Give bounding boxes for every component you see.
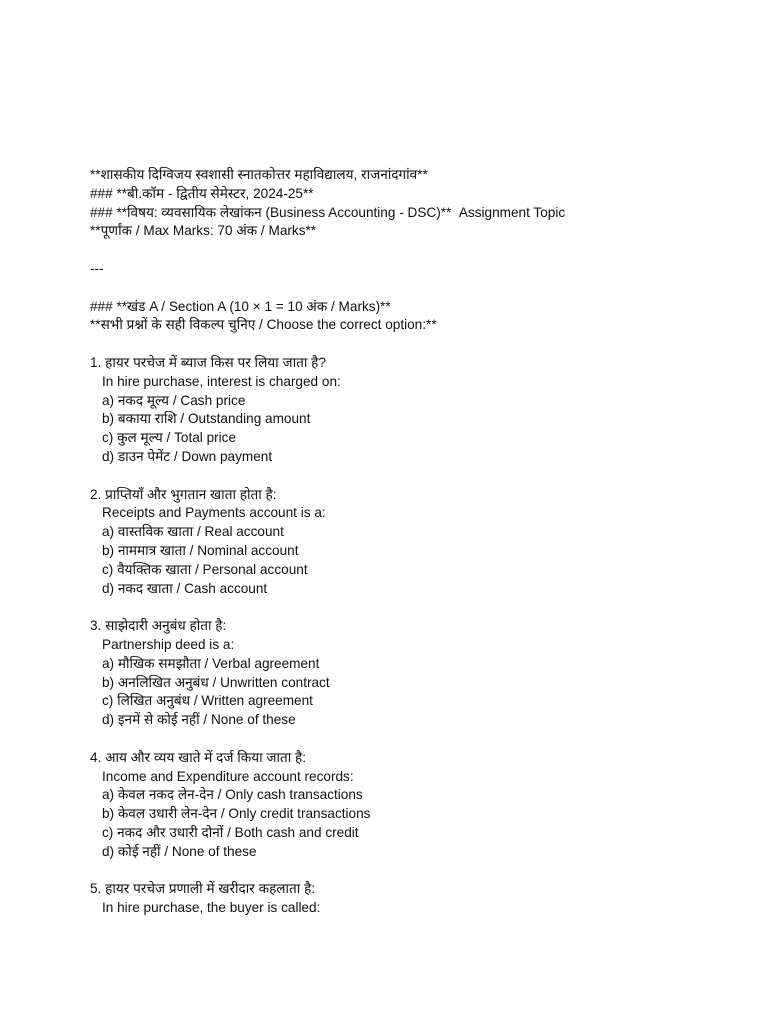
option-a: a) केवल नकद लेन-देन / Only cash transactions <box>102 787 363 803</box>
option-a: a) वास्तविक खाता / Real account <box>102 524 284 540</box>
question-hindi: 5. हायर परचेज प्रणाली में खरीदार कहलाता है: <box>90 881 316 897</box>
option-b: b) बकाया राशि / Outstanding amount <box>102 411 311 427</box>
section-title: ### **खंड A / Section A (10 × 1 = 10 अंक / Marks)** <box>90 298 391 314</box>
option-d: d) डाउन पेमेंट / Down payment <box>102 448 273 464</box>
question-hindi: 3. साझेदारी अनुबंध होता है: <box>90 618 227 634</box>
question-block <box>90 880 750 918</box>
option-b: b) अनलिखित अनुबंध / Unwritten contract <box>102 674 330 690</box>
document-page <box>90 166 750 918</box>
question-block <box>90 486 750 599</box>
option-a: a) मौखिक समझौता / Verbal agreement <box>102 655 320 671</box>
option-b: b) केवल उधारी लेन-देन / Only credit transactions <box>102 806 371 822</box>
spacer <box>90 279 750 298</box>
question-hindi: 2. प्राप्तियाँ और भुगतान खाता होता है: <box>90 486 277 502</box>
option-c: c) कुल मूल्य / Total price <box>102 430 237 446</box>
question-english: Income and Expenditure account records: <box>102 768 354 784</box>
section-instruction: **सभी प्रश्नों के सही विकल्प चुनिए / Choose the correct option:** <box>90 317 437 333</box>
spacer <box>90 730 750 749</box>
subject-heading: ### **विषय: व्यवसायिक लेखांकन (Business Accounting - DSC)** Assignment Topic <box>90 204 566 220</box>
course-heading: ### **बी.कॉम - द्वितीय सेमेस्टर, 2024-25** <box>90 185 314 201</box>
question-block <box>90 354 750 467</box>
option-c: c) वैयक्तिक खाता / Personal account <box>102 561 308 577</box>
question-english: Receipts and Payments account is a: <box>102 505 326 521</box>
spacer <box>90 241 750 260</box>
option-c: c) लिखित अनुबंध / Written agreement <box>102 693 313 709</box>
max-marks: **पूर्णांक / Max Marks: 70 अंक / Marks** <box>90 223 317 239</box>
spacer <box>90 861 750 880</box>
separator: --- <box>90 260 104 276</box>
question-english: In hire purchase, the buyer is called: <box>102 900 321 916</box>
option-d: d) नकद खाता / Cash account <box>102 580 268 596</box>
question-hindi: 4. आय और व्यय खाते में दर्ज किया जाता है: <box>90 749 307 765</box>
option-c: c) नकद और उधारी दोनों / Both cash and credit <box>102 824 359 840</box>
option-a: a) नकद मूल्य / Cash price <box>102 392 246 408</box>
option-b: b) नाममात्र खाता / Nominal account <box>102 542 299 558</box>
question-block <box>90 617 750 730</box>
question-block <box>90 749 750 862</box>
question-hindi: 1. हायर परचेज में ब्याज किस पर लिया जाता है? <box>90 354 326 370</box>
option-d: d) इनमें से कोई नहीं / None of these <box>102 712 296 728</box>
question-english: Partnership deed is a: <box>102 636 235 652</box>
spacer <box>90 335 750 354</box>
spacer <box>90 598 750 617</box>
question-english: In hire purchase, interest is charged on: <box>102 373 341 389</box>
option-d: d) कोई नहीं / None of these <box>102 843 257 859</box>
spacer <box>90 467 750 486</box>
college-name: **शासकीय दिग्विजय स्वशासी स्नातकोत्तर महाविद्यालय, राजनांदगांव** <box>90 167 428 182</box>
